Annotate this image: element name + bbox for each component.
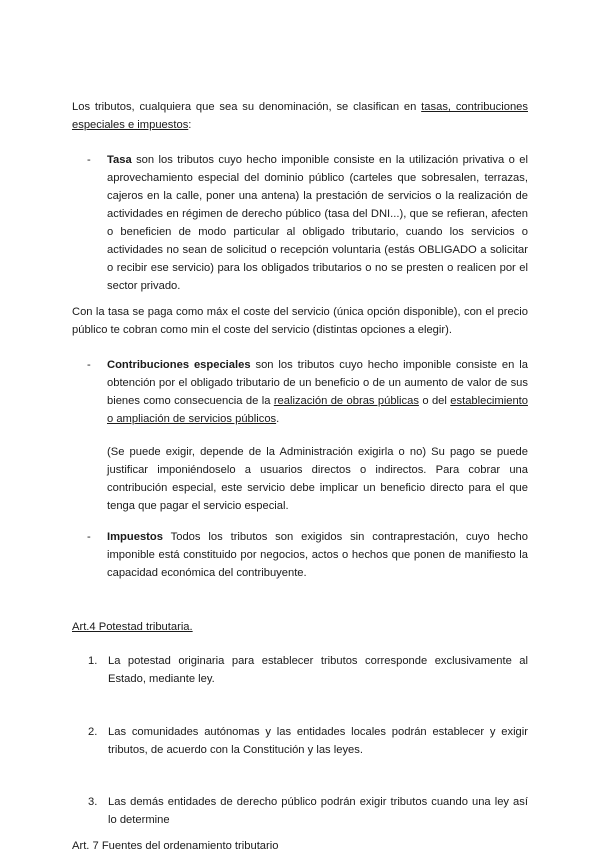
contribuciones-note: (Se puede exigir, depende de la Administración exigirla o no) Su pago se puede justificar imponiéndoselo a usuarios directos o indirectos. Para cobrar una contribución especial, este servicio debe implicar un beneficio directo para el que tenga que pagar el servicio especial.	[107, 446, 528, 512]
art4-heading: Art.4 Potestad tributaria.	[72, 621, 193, 633]
list-number: 1.	[88, 655, 98, 667]
contribuciones-definition: son los tributos cuyo hecho imponible consiste en la obtención por el obligado tributario de un beneficio o de un aumento de valor de sus bienes como consecuencia de la	[107, 359, 528, 407]
list-item-impuestos	[72, 528, 528, 582]
intro-colon: :	[188, 119, 192, 131]
term-contribuciones: Contribuciones especiales	[107, 359, 251, 371]
art7-heading: Art. 7 Fuentes del ordenamiento tributario	[72, 840, 279, 852]
list-dash: -	[87, 531, 91, 543]
art4-item-3	[72, 793, 528, 829]
art4-item-1	[72, 652, 528, 688]
art4-item-text: Las comunidades autónomas y las entidades locales podrán establecer y exigir tributos, de acuerdo con la Constitución y las leyes.	[108, 726, 528, 756]
art4-item-2	[72, 723, 528, 759]
term-impuestos: Impuestos	[107, 531, 163, 543]
list-number: 3.	[88, 796, 98, 808]
list-dash: -	[87, 359, 91, 371]
tasa-definition: son los tributos cuyo hecho imponible consiste en la utilización privativa o el aprovechamiento especial del dominio público (carteles que sobresalen, terrazas, cajeros en la calle, poner una antena) la prestación de servicios o la realización de actividades en régimen de derecho público (tasa del DNI...), que se refieran, afecten o beneficien de modo particular al obligado tributario, cuando los servicios o actividades no sean de solicitud o recepción voluntaria (estás OBLIGADO a solicitar o recibir ese servicio) para los obligados tributarios o no se presten o realicen por el sector privado.	[107, 154, 528, 292]
art4-item-text: La potestad originaria para establecer tributos corresponde exclusivamente al Estado, mediante ley.	[108, 655, 528, 685]
contribuciones-period: .	[276, 413, 280, 425]
underlined-obras-publicas: realización de obras públicas	[273, 395, 419, 407]
intro-underlined-phrase: tasas, contribuciones especiales e impuestos	[72, 101, 528, 131]
art4-item-text: Las demás entidades de derecho público podrán exigir tributos cuando una ley así lo determine	[108, 796, 528, 826]
contribuciones-connector: o del	[418, 395, 451, 407]
list-item-tasa	[72, 151, 528, 295]
underlined-servicios-publicos: establecimiento o ampliación de servicios públicos	[107, 395, 528, 425]
document-page	[72, 98, 528, 855]
term-tasa: Tasa	[107, 154, 132, 166]
list-item-contribuciones	[72, 356, 528, 515]
tasa-note-paragraph: Con la tasa se paga como máx el coste del servicio (única opción disponible), con el precio público te cobran como min el coste del servicio (distintas opciones a elegir).	[72, 306, 528, 336]
intro-paragraph	[72, 98, 528, 134]
intro-text: Los tributos, cualquiera que sea su denominación, se clasifican en	[72, 101, 422, 113]
list-number: 2.	[88, 726, 98, 738]
list-dash: -	[87, 154, 91, 166]
impuestos-definition: Todos los tributos son exigidos sin contraprestación, cuyo hecho imponible está constituido por negocios, actos o hechos que ponen de manifiesto la capacidad económica del contribuyente.	[107, 531, 528, 579]
